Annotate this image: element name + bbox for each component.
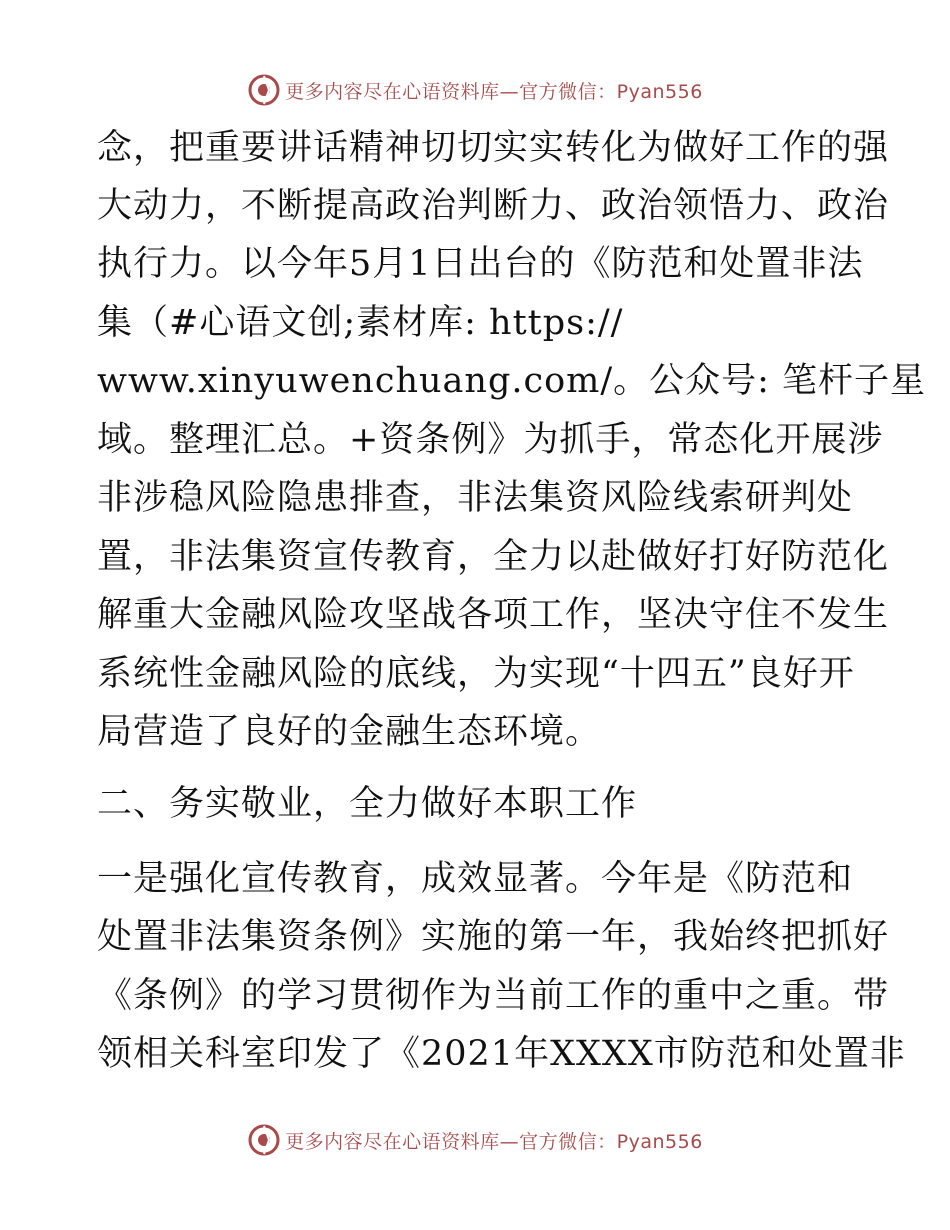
body-line: 《条例》的学习贯彻作为当前工作的重中之重。带: [97, 976, 890, 1016]
body-line: 执行力。以今年5月1日出台的《防范和处置非法: [97, 244, 864, 284]
body-line: 局营造了良好的金融生态环境。: [97, 712, 602, 752]
body-line: 系统性金融风险的底线，为实现“十四五”良好开: [97, 654, 855, 694]
body-line: 领相关科室印发了《2021年XXXX市防范和处置非: [97, 1034, 906, 1074]
body-line: 集（#心语文创;素材库: https://: [97, 303, 624, 343]
logo-icon: [247, 73, 281, 107]
footer-watermark: [0, 1120, 950, 1160]
section-heading: 二、务实敬业，全力做好本职工作: [97, 784, 638, 824]
body-line: 解重大金融风险攻坚战各项工作，坚决守住不发生: [97, 595, 890, 635]
banner-handle: Pyan556: [616, 1130, 703, 1153]
body-line: 域。整理汇总。+资条例》为抓手，常态化开展涉: [97, 420, 884, 460]
body-line: 念，把重要讲话精神切切实实转化为做好工作的强: [97, 128, 890, 168]
banner-text: 更多内容尽在心语资料库—官方微信：: [285, 80, 617, 103]
body-line: 一是强化宣传教育，成效显著。今年是《防范和: [97, 859, 854, 899]
logo-icon: [247, 1123, 281, 1157]
body-line: 置，非法集资宣传教育，全力以赴做好打好防范化: [97, 537, 890, 577]
body-line: 大动力，不断提高政治判断力、政治领悟力、政治: [97, 186, 890, 226]
header-watermark: [0, 70, 950, 110]
body-line: 非涉稳风险隐患排查，非法集资风险线索研判处: [97, 478, 854, 518]
banner-handle: Pyan556: [616, 80, 703, 103]
banner-text: 更多内容尽在心语资料库—官方微信：: [285, 1130, 617, 1153]
body-line: 处置非法集资条例》实施的第一年，我始终把抓好: [97, 917, 890, 957]
body-line: www.xinyuwenchuang.com/。公众号: 笔杆子星: [97, 361, 927, 401]
